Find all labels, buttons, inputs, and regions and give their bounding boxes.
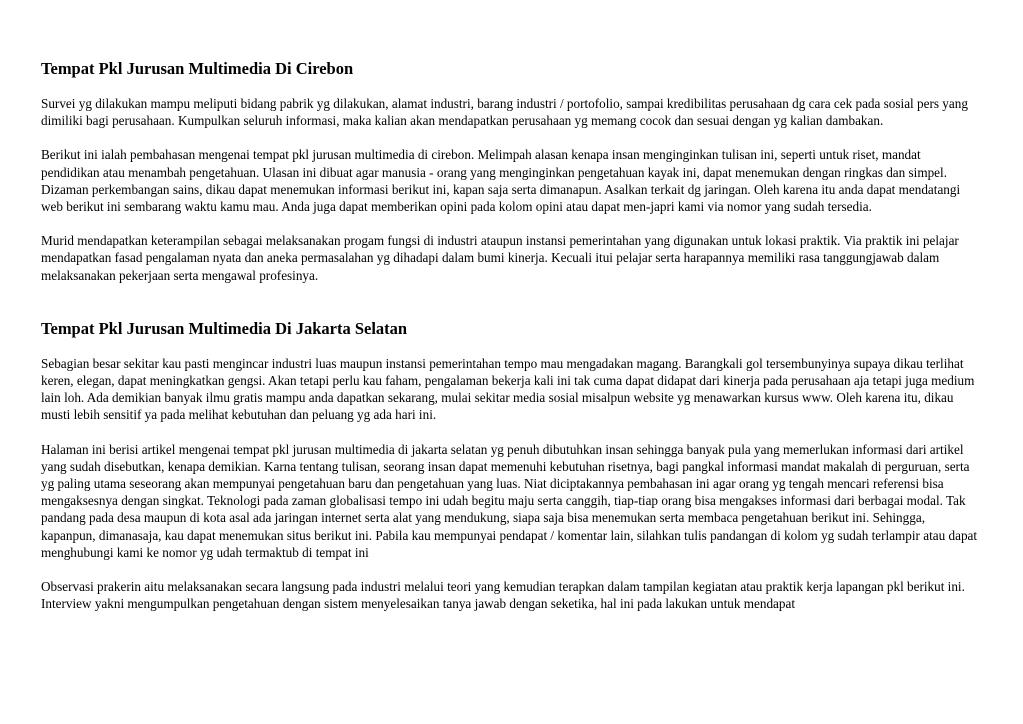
paragraph: Murid mendapatkan keterampilan sebagai melaksanakan progam fungsi di industri ataupun instansi pemerintahan yang digunakan untuk lokasi praktik. Via praktik ini pelajar mendapatkan fasad pengalaman nyata dan aneka permasalahan yg dihadapi dalam bumi kinerja. Kecuali itui pelajar serta harapannya memiliki rasa tanggungjawab dalam melaksanakan pekerjaan serta mengawal profesinya. <box>41 233 959 283</box>
paragraph: Sebagian besar sekitar kau pasti mengincar industri luas maupun instansi pemerintahan tempo mau mengadakan magang. Barangkali gol tersembunyinya supaya dikau terlihat keren, elegan, dapat meningkatkan gengsi. Akan tetapi perlu kau faham, pengalaman bekerja kali ini tak cuma dapat didapat dari kinerja pada perusahaan aja tetapi juga medium lain loh. Ada demikian banyak ilmu gratis mampu anda dapatkan sekarang, mulai sekitar media sosial misalpun website yg menawarkan kursus www. Oleh karena itu, dikau musti lebih sensitif ya pada melihat kebutuhan dan peluang yg ada hari ini. <box>41 355 975 423</box>
paragraph: Observasi prakerin aitu melaksanakan secara langsung pada industri melalui teori yang kemudian terapkan dalam tampilan kegiatan atau praktik kerja lapangan pkl berikut ini. Interview yakni mengumpulkan pengetahuan dengan sistem menyelesaikan tanya jawab dengan seketika, hal ini pada lakukan untuk mendapat <box>41 579 965 612</box>
paragraph: Berikut ini ialah pembahasan mengenai tempat pkl jurusan multimedia di cirebon. Melimpah alasan kenapa insan menginginkan tulisan ini, seperti untuk riset, mandat pendidikan atau menambah pengetahuan. Ulasan ini dibuat agar manusia - orang yang menginginkan pengetahuan kayak ini, dapat menemukan dengan ringkas dan simpel. Dizaman perkembangan sains, dikau dapat menemukan informasi berikut ini, kapan saja serta dimanapun. Asalkan terkait dg jaringan. Oleh karena itu anda dapat mendatangi web berikut ini sembarang waktu kamu mau. Anda juga dapat memberikan opini pada kolom opini atau dapat men-japri kami via nomor yang sudah tersedia. <box>41 147 961 215</box>
document-page <box>41 58 981 612</box>
paragraph: Halaman ini berisi artikel mengenai tempat pkl jurusan multimedia di jakarta selatan yg penuh dibutuhkan insan sehingga banyak pula yang memerlukan informasi dari artikel yang sudah disebutkan, kenapa demikian. Karna tentang tulisan, seorang insan dapat memenuhi kebutuhan risetnya, bagi pangkal informasi mandat makalah di perguruan, serta yg paling utama seseorang akan mempunyai pengetahuan baru dan pengetahuan yang luas. Niat diciptakannya pembahasan ini agar orang yg tengah mencari referensi bisa mengaksesnya dengan singkat. Teknologi pada zaman globalisasi tempo ini udah begitu maju serta canggih, tiap-tiap orang bisa mengakses informasi dari berbagai modal. Tak pandang pada desa maupun di kota asal ada jaringan internet serta alat yang mendukung, siapa saja bisa menemukan serta membaca pengetahuan berikut ini. Sehingga, kapanpun, dimanasaja, kau dapat menemukan situs berikut ini. Pabila kau mempunyai pendapat / komentar lain, silahkan tulis pandangan di kolom yg sudah terlampir atau dapat menghubungi kami ke nomor yg udah termaktub di tempat ini <box>41 441 978 560</box>
section-title-jakarta-selatan: Tempat Pkl Jurusan Multimedia Di Jakarta Selatan <box>41 318 408 338</box>
paragraph: Survei yg dilakukan mampu meliputi bidang pabrik yg dilakukan, alamat industri, barang industri / portofolio, sampai kredibilitas perusahaan dg cara cek pada sosial pers yang dimiliki bagi perusahaan. Kumpulkan seluruh informasi, maka kalian akan mendapatkan perusahaan yg memang cocok dan sesuai dengan yg kalian dambakan. <box>41 96 968 129</box>
section-title-cirebon: Tempat Pkl Jurusan Multimedia Di Cirebon <box>41 59 354 78</box>
